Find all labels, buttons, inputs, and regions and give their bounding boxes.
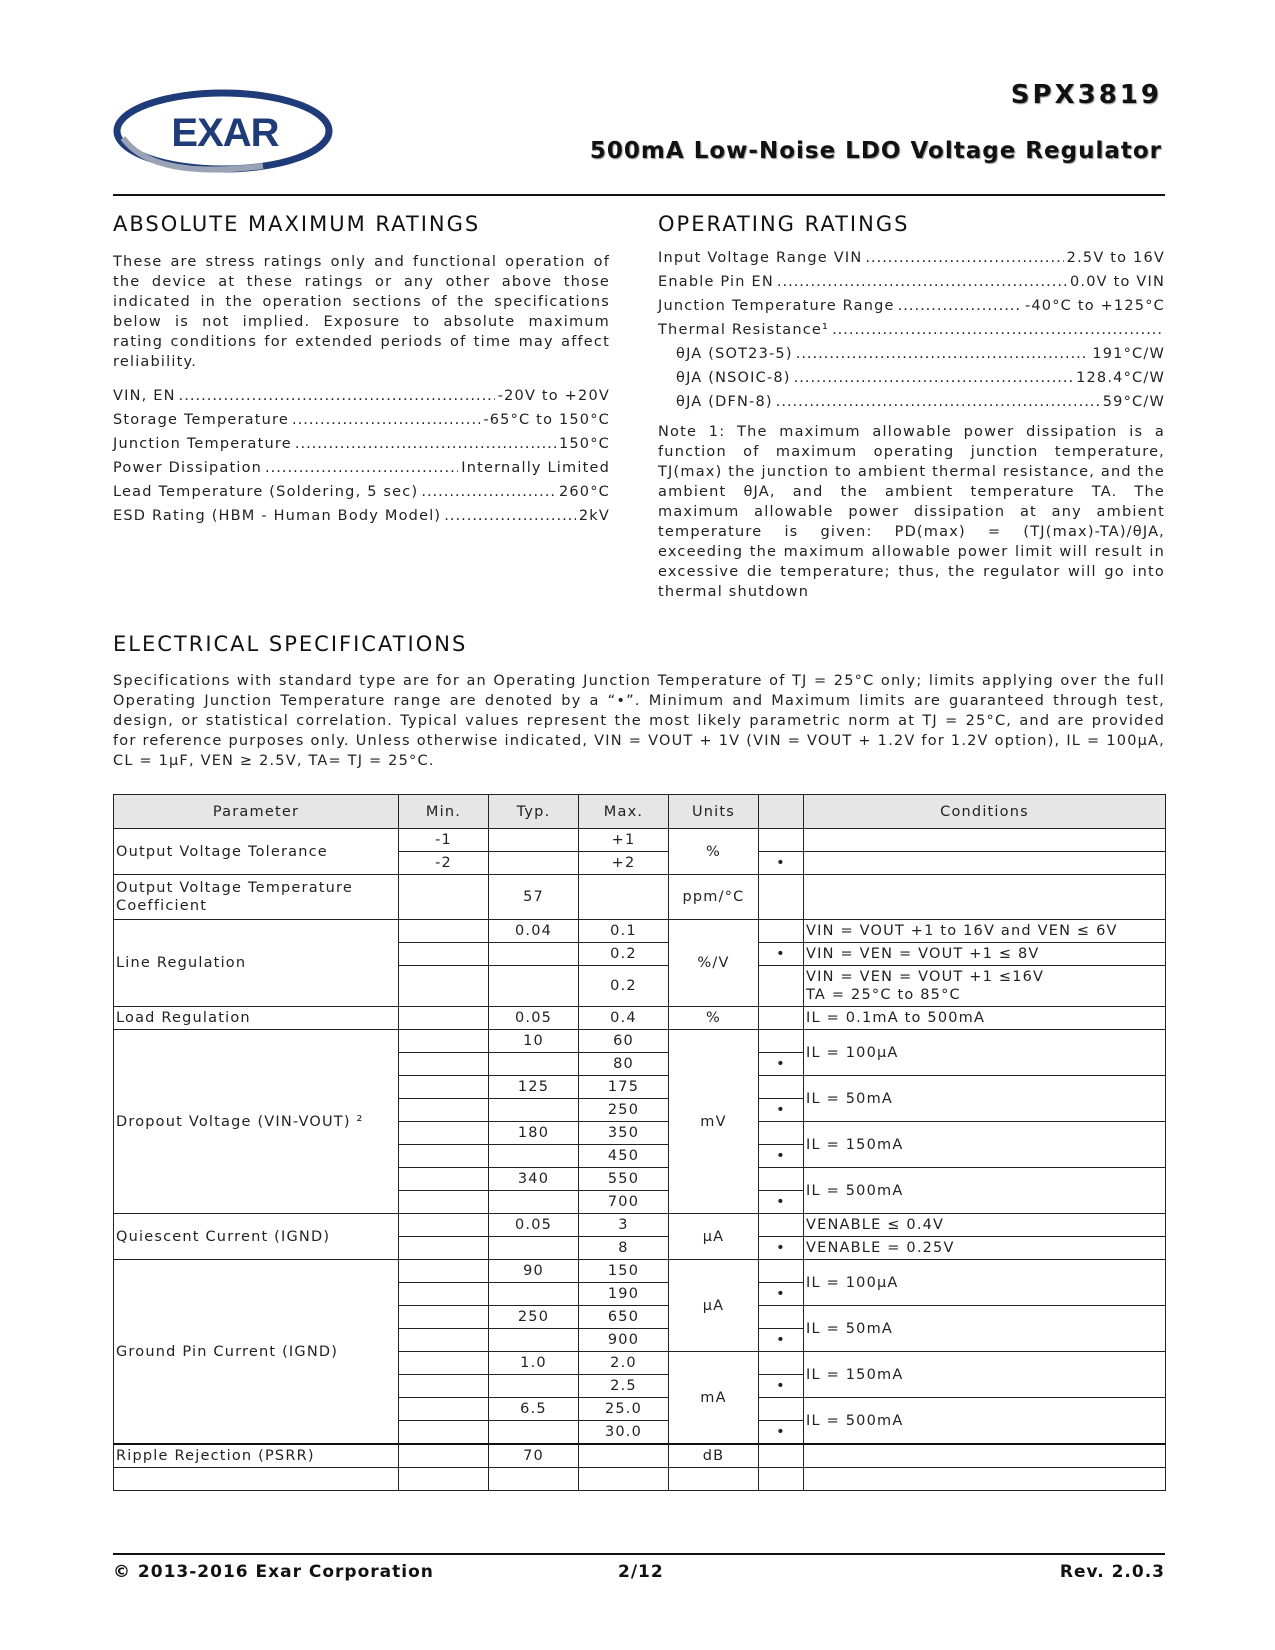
operating-row — [658, 270, 1165, 294]
max-cell: 60 — [579, 1030, 669, 1053]
rating-value: Internally Limited — [461, 460, 610, 476]
dot-cell: • — [759, 852, 804, 875]
max-cell: 190 — [579, 1283, 669, 1306]
table-row — [114, 1444, 1166, 1468]
typ-cell — [489, 966, 579, 1007]
cond-cell: IL = 100µA — [804, 1260, 1166, 1306]
dot-cell — [759, 1398, 804, 1421]
rating-value: -65°C to 150°C — [483, 412, 610, 428]
max-cell: 650 — [579, 1306, 669, 1329]
cond-line: VIN = VEN = VOUT +1 ≤16V — [806, 969, 1045, 985]
typ-cell: 250 — [489, 1306, 579, 1329]
typ-cell: 10 — [489, 1030, 579, 1053]
abs-max-heading: ABSOLUTE MAXIMUM RATINGS — [113, 212, 481, 236]
column-header: Typ. — [489, 795, 579, 829]
min-cell — [399, 1352, 489, 1375]
rating-value: 128.4°C/W — [1076, 370, 1165, 386]
table-header-row — [114, 795, 1166, 829]
abs-max-row — [113, 504, 610, 528]
abs-max-row — [113, 480, 610, 504]
min-cell: -2 — [399, 852, 489, 875]
operating-list — [658, 246, 1165, 414]
footer-page-number: 2/12 — [618, 1562, 664, 1582]
cond-cell: IL = 150mA — [804, 1352, 1166, 1398]
column-header: Conditions — [804, 795, 1166, 829]
max-cell — [579, 1444, 669, 1468]
min-cell — [399, 1421, 489, 1445]
max-cell: 80 — [579, 1053, 669, 1076]
rating-value: 191°C/W — [1092, 346, 1165, 362]
max-cell: 250 — [579, 1099, 669, 1122]
operating-row — [658, 318, 1165, 342]
operating-row — [658, 366, 1165, 390]
param-cell: Output Voltage Temperature Coefficient — [114, 875, 399, 920]
units-cell: ppm/°C — [669, 875, 759, 920]
param-cell: Ground Pin Current (IGND) — [114, 1260, 399, 1445]
min-cell — [399, 1145, 489, 1168]
table-row — [114, 1030, 1166, 1053]
abs-max-row — [113, 408, 610, 432]
typ-cell — [489, 1283, 579, 1306]
units-cell: mV — [669, 1030, 759, 1214]
typ-cell — [489, 1375, 579, 1398]
dot-cell — [759, 1306, 804, 1329]
max-cell: 2.0 — [579, 1352, 669, 1375]
max-cell: 150 — [579, 1260, 669, 1283]
cond-cell: VIN = VEN = VOUT +1 ≤ 8V — [804, 943, 1166, 966]
cond-cell: VENABLE ≤ 0.4V — [804, 1214, 1166, 1237]
units-cell: %/V — [669, 920, 759, 1007]
thermal-note: Note 1: The maximum allowable power dissipation is a function of maximum operating junction temperature, TJ(max) the junction to ambient thermal resistance, and the ambient θJA, and the ambient temperature TA. The maximum allowable power dissipation at any ambient temperature is given: PD(max) = (TJ(max)-TA)/θJA, exceeding the maximum allowable power limit will result in excessive die temperature; thus, the regulator will go into thermal shutdown — [658, 424, 1165, 600]
typ-cell: 57 — [489, 875, 579, 920]
column-header — [759, 795, 804, 829]
table-row — [114, 920, 1166, 943]
dot-cell: • — [759, 1145, 804, 1168]
max-cell: 30.0 — [579, 1421, 669, 1445]
typ-cell: 0.04 — [489, 920, 579, 943]
column-header: Min. — [399, 795, 489, 829]
typ-cell — [489, 943, 579, 966]
table-row — [114, 1214, 1166, 1237]
cond-cell — [804, 829, 1166, 852]
cond-cell: VENABLE = 0.25V — [804, 1237, 1166, 1260]
table-row — [114, 829, 1166, 852]
max-cell: 0.1 — [579, 920, 669, 943]
rating-label: Lead Temperature (Soldering, 5 sec) — [113, 484, 419, 500]
cond-cell: IL = 500mA — [804, 1398, 1166, 1445]
max-cell: +1 — [579, 829, 669, 852]
dot-cell — [759, 1007, 804, 1030]
dot-cell: • — [759, 1329, 804, 1352]
table-row-empty — [114, 1468, 1166, 1491]
typ-cell: 1.0 — [489, 1352, 579, 1375]
cond-cell: IL = 500mA — [804, 1168, 1166, 1214]
param-cell: Output Voltage Tolerance — [114, 829, 399, 875]
cond-line: TA = 25°C to 85°C — [806, 987, 961, 1003]
abs-max-row — [113, 384, 610, 408]
param-cell: Load Regulation — [114, 1007, 399, 1030]
typ-cell — [489, 829, 579, 852]
dot-cell — [759, 1168, 804, 1191]
max-cell: 2.5 — [579, 1375, 669, 1398]
exar-logo — [113, 88, 336, 174]
typ-cell — [489, 1053, 579, 1076]
max-cell: 175 — [579, 1076, 669, 1099]
operating-row — [658, 294, 1165, 318]
units-cell: % — [669, 1007, 759, 1030]
electrical-heading: ELECTRICAL SPECIFICATIONS — [113, 632, 468, 656]
typ-cell: 70 — [489, 1444, 579, 1468]
rating-value: -20V to +20V — [497, 388, 610, 404]
units-cell: dB — [669, 1444, 759, 1468]
table-row — [114, 1007, 1166, 1030]
units-cell: µA — [669, 1214, 759, 1260]
cond-cell: VIN = VOUT +1 to 16V and VEN ≤ 6V — [804, 920, 1166, 943]
cond-cell — [804, 852, 1166, 875]
dot-cell — [759, 920, 804, 943]
dot-cell: • — [759, 1421, 804, 1445]
operating-row — [658, 342, 1165, 366]
header-divider — [113, 194, 1165, 196]
cond-cell: IL = 0.1mA to 500mA — [804, 1007, 1166, 1030]
max-cell: 8 — [579, 1237, 669, 1260]
min-cell — [399, 1237, 489, 1260]
rating-value: 150°C — [558, 436, 610, 452]
max-cell: 550 — [579, 1168, 669, 1191]
abs-max-intro: These are stress ratings only and functional operation of the device at these ratings or any other above those indicated in the operation sections of the specifications below is not implied. Exposure to absolute maximum rating conditions for extended periods of time may affect reliability. — [113, 254, 610, 370]
dot-cell — [759, 966, 804, 1007]
dot-cell: • — [759, 1237, 804, 1260]
typ-cell: 180 — [489, 1122, 579, 1145]
electrical-intro: Specifications with standard type are for an Operating Junction Temperature of TJ = 25°C only; limits applying over the full Operating Junction Temperature range are denoted by a “•”. Minimum and Maximum limits are guaranteed through test, design, or statistical correlation. Typical values represent the most likely parametric norm at TJ = 25°C, and are provided for reference purposes only. Unless otherwise indicated, VIN = VOUT + 1V (VIN = VOUT + 1.2V for 1.2V option), IL = 100µA, CL = 1µF, VEN ≥ 2.5V, TA= TJ = 25°C. — [113, 673, 1165, 769]
rating-label: Input Voltage Range VIN — [658, 250, 863, 266]
rating-label: θJA (DFN-8) — [676, 394, 773, 410]
rating-value: 260°C — [558, 484, 610, 500]
operating-row — [658, 246, 1165, 270]
table-row — [114, 1260, 1166, 1283]
typ-cell: 340 — [489, 1168, 579, 1191]
table-row — [114, 875, 1166, 920]
cond-cell — [804, 875, 1166, 920]
max-cell: 25.0 — [579, 1398, 669, 1421]
param-cell: Quiescent Current (IGND) — [114, 1214, 399, 1260]
rating-label: Junction Temperature — [113, 436, 292, 452]
rating-label: Junction Temperature Range — [658, 298, 895, 314]
footer-divider — [113, 1553, 1165, 1555]
typ-cell: 0.05 — [489, 1214, 579, 1237]
typ-cell — [489, 852, 579, 875]
rating-value: 59°C/W — [1102, 394, 1165, 410]
cond-cell: IL = 100µA — [804, 1030, 1166, 1076]
param-cell: Line Regulation — [114, 920, 399, 1007]
column-header: Parameter — [114, 795, 399, 829]
dot-cell — [759, 1076, 804, 1099]
operating-row — [658, 390, 1165, 414]
abs-max-row — [113, 456, 610, 480]
rating-value: 2kV — [578, 508, 610, 524]
rating-value: 0.0V to VIN — [1070, 274, 1165, 290]
typ-cell — [489, 1191, 579, 1214]
cond-cell: IL = 150mA — [804, 1122, 1166, 1168]
cond-cell — [804, 1444, 1166, 1468]
min-cell — [399, 1283, 489, 1306]
rating-label: Enable Pin EN — [658, 274, 774, 290]
min-cell — [399, 1306, 489, 1329]
max-cell: 3 — [579, 1214, 669, 1237]
min-cell — [399, 875, 489, 920]
min-cell — [399, 1398, 489, 1421]
column-header: Units — [669, 795, 759, 829]
abs-max-row — [113, 432, 610, 456]
dot-cell: • — [759, 1099, 804, 1122]
dot-cell — [759, 1444, 804, 1468]
typ-cell: 0.05 — [489, 1007, 579, 1030]
rating-label: θJA (NSOIC-8) — [676, 370, 791, 386]
min-cell — [399, 966, 489, 1007]
min-cell — [399, 1214, 489, 1237]
min-cell: -1 — [399, 829, 489, 852]
min-cell — [399, 1191, 489, 1214]
rating-label: VIN, EN — [113, 388, 176, 404]
rating-value: 2.5V to 16V — [1066, 250, 1165, 266]
min-cell — [399, 1053, 489, 1076]
min-cell — [399, 1030, 489, 1053]
rating-label: Power Dissipation — [113, 460, 263, 476]
rating-label: θJA (SOT23-5) — [676, 346, 793, 362]
rating-label: Storage Temperature — [113, 412, 289, 428]
dot-cell: • — [759, 1191, 804, 1214]
min-cell — [399, 1375, 489, 1398]
logo-text: EXAR — [171, 111, 279, 155]
min-cell — [399, 1099, 489, 1122]
max-cell — [579, 875, 669, 920]
rating-label: Thermal Resistance¹ — [658, 322, 830, 338]
footer-copyright: © 2013-2016 Exar Corporation — [113, 1562, 434, 1582]
min-cell — [399, 1122, 489, 1145]
units-cell: µA — [669, 1260, 759, 1352]
typ-cell — [489, 1329, 579, 1352]
units-cell: mA — [669, 1352, 759, 1445]
max-cell: 0.4 — [579, 1007, 669, 1030]
min-cell — [399, 943, 489, 966]
typ-cell — [489, 1145, 579, 1168]
abs-max-list — [113, 384, 610, 528]
dot-cell — [759, 1030, 804, 1053]
dot-cell — [759, 1214, 804, 1237]
max-cell: +2 — [579, 852, 669, 875]
footer-revision: Rev. 2.0.3 — [1059, 1562, 1165, 1582]
max-cell: 900 — [579, 1329, 669, 1352]
part-title: 500mA Low-Noise LDO Voltage Regulator — [589, 138, 1162, 164]
param-cell: Ripple Rejection (PSRR) — [114, 1444, 399, 1468]
dot-cell: • — [759, 943, 804, 966]
typ-cell: 6.5 — [489, 1398, 579, 1421]
typ-cell — [489, 1237, 579, 1260]
units-cell: % — [669, 829, 759, 875]
min-cell — [399, 1329, 489, 1352]
min-cell — [399, 1168, 489, 1191]
dot-cell: • — [759, 1375, 804, 1398]
typ-cell — [489, 1099, 579, 1122]
dot-cell — [759, 1122, 804, 1145]
dot-cell: • — [759, 1053, 804, 1076]
dot-cell: • — [759, 1283, 804, 1306]
min-cell — [399, 1260, 489, 1283]
dot-cell — [759, 1352, 804, 1375]
min-cell — [399, 920, 489, 943]
param-cell: Dropout Voltage (VIN-VOUT) ² — [114, 1030, 399, 1214]
dot-cell — [759, 875, 804, 920]
cond-cell: IL = 50mA — [804, 1306, 1166, 1352]
rating-label: ESD Rating (HBM - Human Body Model) — [113, 508, 442, 524]
max-cell: 0.2 — [579, 966, 669, 1007]
max-cell: 450 — [579, 1145, 669, 1168]
column-header: Max. — [579, 795, 669, 829]
cond-cell: IL = 50mA — [804, 1076, 1166, 1122]
dot-cell — [759, 829, 804, 852]
typ-cell: 125 — [489, 1076, 579, 1099]
electrical-spec-table — [113, 794, 1166, 1491]
min-cell — [399, 1444, 489, 1468]
max-cell: 700 — [579, 1191, 669, 1214]
min-cell — [399, 1007, 489, 1030]
max-cell: 0.2 — [579, 943, 669, 966]
part-number: SPX3819 — [1010, 80, 1162, 110]
operating-heading: OPERATING RATINGS — [658, 212, 910, 236]
typ-cell — [489, 1421, 579, 1445]
dot-cell — [759, 1260, 804, 1283]
rating-value: -40°C to +125°C — [1024, 298, 1165, 314]
cond-cell — [804, 966, 1166, 1007]
min-cell — [399, 1076, 489, 1099]
typ-cell: 90 — [489, 1260, 579, 1283]
max-cell: 350 — [579, 1122, 669, 1145]
